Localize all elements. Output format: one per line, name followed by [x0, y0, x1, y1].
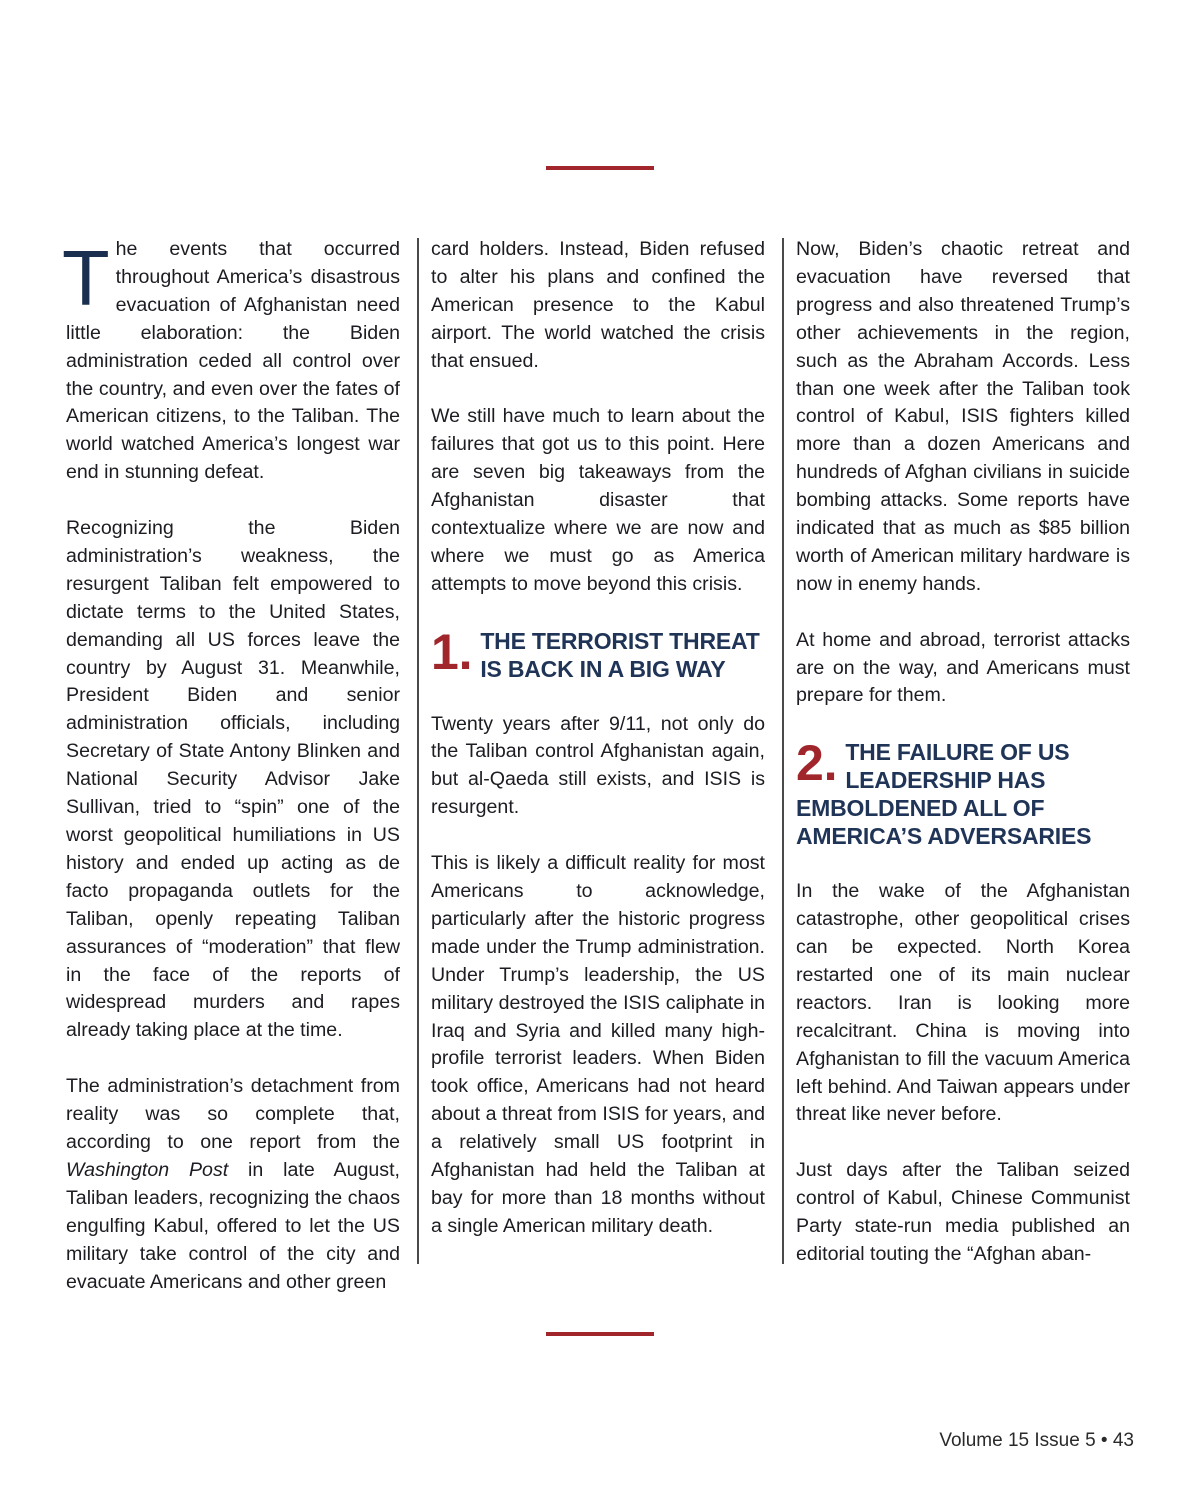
article-column-2: [431, 236, 765, 1269]
publication-name: Washington Post: [66, 1158, 229, 1181]
section-heading-text: THE FAILURE OF US LEADERSHIP HAS EMBOLDENED ALL OF AMERICA’S ADVERSARIES: [796, 739, 1092, 850]
paragraph: card holders. Instead, Biden refused to alter his plans and confined the American presence to the Kabul airport. The world watched the crisis that ensued.: [431, 238, 765, 372]
section-number: [431, 623, 473, 680]
page-folio: Volume 15 Issue 5 • 43: [939, 1430, 1134, 1451]
paragraph: Just days after the Taliban seized control of Kabul, Chinese Communist Party state-run media published an editorial touting the “Afghan aban-: [796, 1159, 1130, 1265]
drop-cap: T: [62, 234, 110, 322]
section-number-digit: 1: [431, 623, 459, 680]
column-divider: [782, 238, 784, 1264]
section-heading-text: THE TERRORIST THREAT IS BACK IN A BIG WAY: [480, 627, 760, 682]
paragraph: In the wake of the Afghanistan catastrophe, other geopolitical crises can be expected. North Korea restarted one of its main nuclear reactors. Iran is looking more recalcitrant. China is moving into Afghanistan to fill the vacuum America left behind. And Taiwan appears under threat like never before.: [796, 880, 1130, 1126]
section-heading-2: [796, 735, 1130, 850]
section-number-dot: .: [823, 735, 838, 792]
paragraph-text: in late August, Taliban leaders, recognizing the chaos engulfing Kabul, offered to let the US military take control of the city and evacuate Americans and other green: [66, 1158, 400, 1293]
paragraph-text: he events that occurred throughout America’s disastrous evacuation of Afghanistan need little elaboration: the Biden administration ceded all control over the country, and even over the fates of American citizens, to the Taliban. The world watched America’s longest war end in stunning defeat.: [66, 238, 400, 484]
paragraph: This is likely a difficult reality for most Americans to acknowledge, particularly after the historic progress made under the Trump administration. Under Trump’s leadership, the US military destroyed the ISIS caliphate in Iraq and Syria and killed many high-profile terrorist leaders. When Biden took office, Americans had not heard about a threat from ISIS for years, and a relatively small US footprint in Afghanistan had held the Taliban at bay for more than 18 months without a single American military death.: [431, 852, 765, 1237]
section-heading-1: [431, 623, 765, 683]
section-number-dot: .: [458, 623, 473, 680]
top-divider-rule: [546, 166, 654, 170]
article-column-1: [62, 234, 400, 1324]
paragraph: Twenty years after 9/11, not only do the Taliban control Afghanistan again, but al-Qaeda still exists, and ISIS is resurgent.: [431, 712, 765, 819]
paragraph: [66, 1073, 400, 1296]
paragraph: Recognizing the Biden administration’s weakness, the resurgent Taliban felt empowered to dictate terms to the United States, demanding all US forces leave the country by August 31. Meanwhile, President Biden and senior administration officials, including Secretary of State Antony Blinken and National Security Advisor Jake Sullivan, tried to “spin” one of the worst geopolitical humiliations in US history and ended up acting as de facto propaganda outlets for the Taliban, openly repeating Taliban assurances of “moderation” that flew in the face of the reports of widespread murders and rapes already taking place at the time.: [66, 517, 400, 1042]
column-divider: [417, 238, 419, 1264]
paragraph: Now, Biden’s chaotic retreat and evacuation have reversed that progress and also threatened Trump’s other achievements in the region, such as the Abraham Accords. Less than one week after the Taliban took control of Kabul, ISIS fighters killed more than a dozen Americans and hundreds of Afghan civilians in suicide bombing attacks. Some reports have indicated that as much as $85 billion worth of American military hardware is now in enemy hands.: [796, 238, 1130, 595]
paragraph: [62, 234, 400, 487]
article-column-3: [796, 236, 1130, 1297]
paragraph: At home and abroad, terrorist attacks are on the way, and Americans must prepare for them.: [796, 628, 1130, 707]
paragraph-text: The administration’s detachment from reality was so complete that, according to one report from the: [66, 1075, 400, 1153]
paragraph: We still have much to learn about the failures that got us to this point. Here are seven big takeaways from the Afghanistan disaster that contextualize where we are now and where we must go as America attempts to move beyond this crisis.: [431, 405, 765, 595]
bottom-divider-rule: [546, 1332, 654, 1336]
section-number-digit: 2: [796, 735, 824, 792]
section-number: [796, 735, 838, 792]
